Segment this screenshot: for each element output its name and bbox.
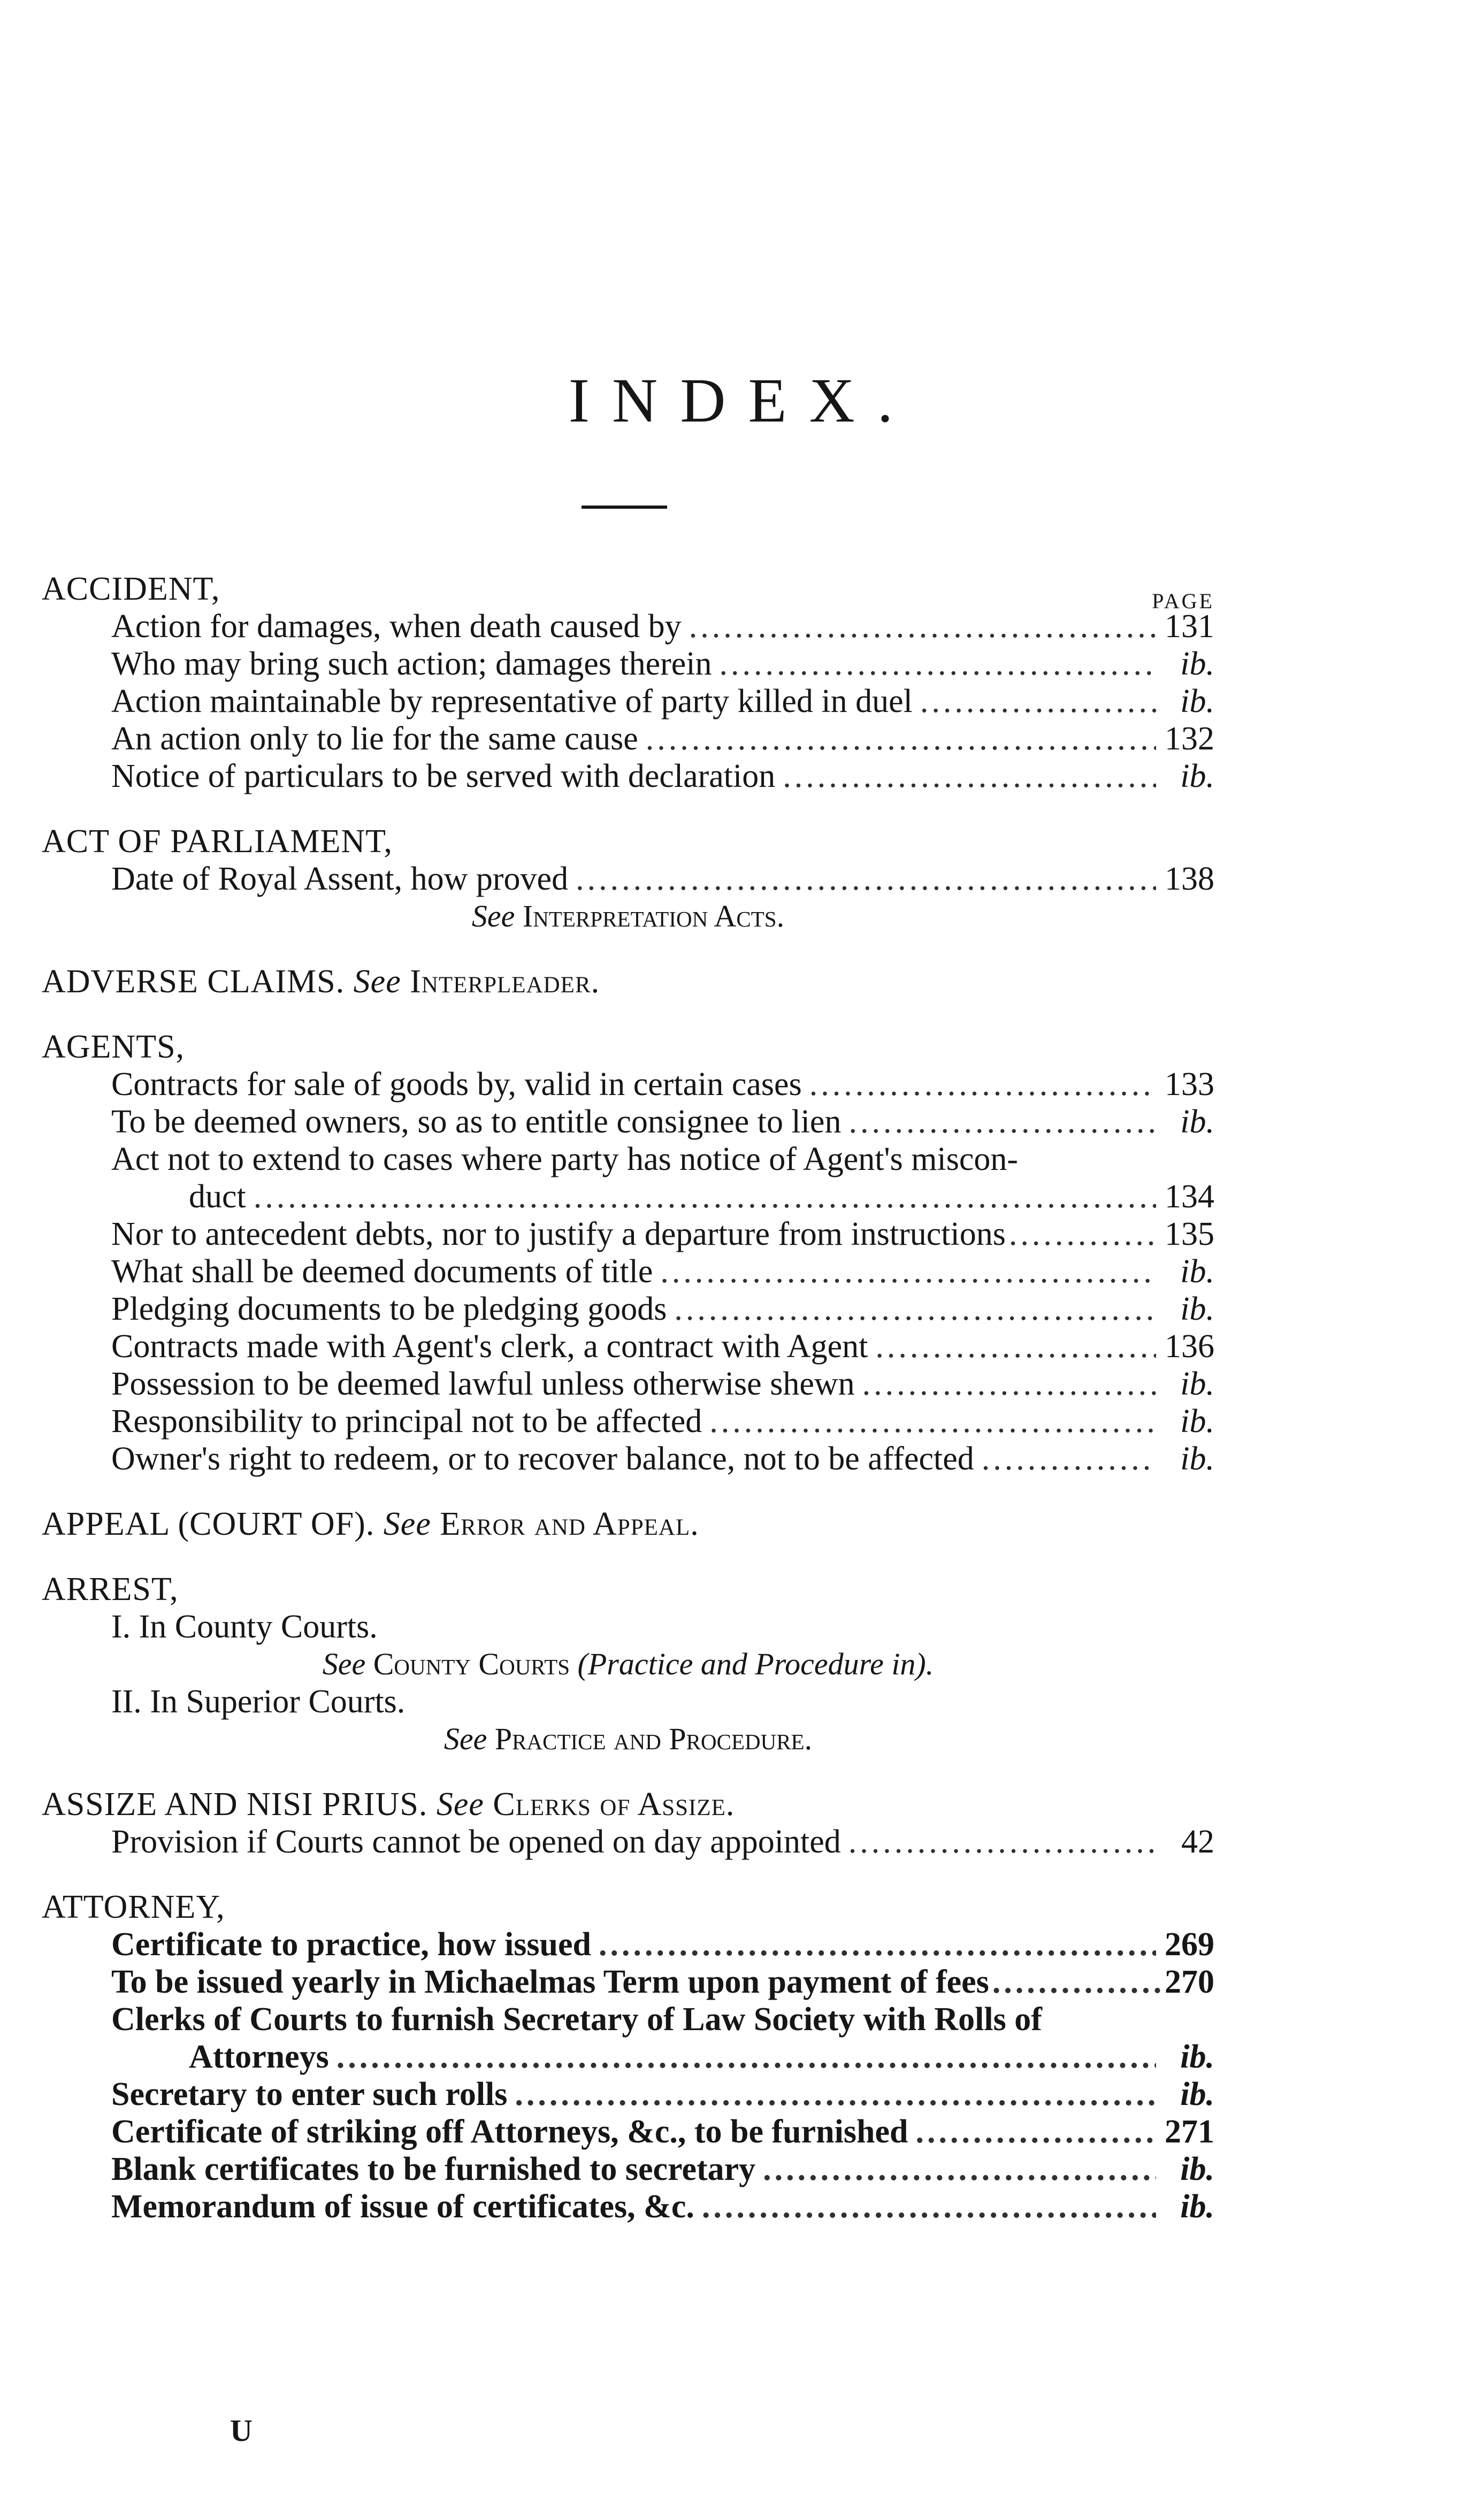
- section-heading: AGENTS,: [42, 1029, 185, 1065]
- index-entry: [42, 1926, 1214, 1963]
- entry-page: ib.: [1180, 1104, 1214, 1140]
- entry-text: Contracts for sale of goods by, valid in certain cases: [111, 1066, 802, 1103]
- entry-page: ib.: [1180, 646, 1214, 682]
- see-qualifier: (Practice and Procedure in).: [577, 1647, 934, 1681]
- dot-leader: [848, 1823, 1156, 1861]
- entry-page: 271: [1165, 2114, 1214, 2150]
- entry-text: Notice of particulars to be served with declaration: [111, 758, 776, 794]
- entry-text: To be issued yearly in Michaelmas Term upon payment of fees: [111, 1964, 989, 2000]
- see-word: See: [436, 1786, 484, 1823]
- section-heading-line: [42, 963, 1214, 1000]
- index-entry: [42, 2188, 1214, 2225]
- index-entry: [42, 1178, 1214, 1215]
- index-entry: [42, 608, 1214, 645]
- dot-leader: [702, 2188, 1156, 2225]
- entry-page: 270: [1165, 1964, 1214, 2000]
- entry-text: To be deemed owners, so as to entitle consignee to lien: [111, 1104, 842, 1140]
- index-entry: [42, 1290, 1214, 1328]
- index-entry: [42, 1328, 1214, 1365]
- index-entry: [42, 1963, 1214, 2001]
- subheading: I. In County Courts.: [111, 1609, 378, 1645]
- signature-mark: U: [230, 2413, 253, 2448]
- index-entry: [42, 2076, 1214, 2113]
- dot-leader: [336, 2038, 1156, 2076]
- see-word: See: [322, 1647, 366, 1681]
- entry-text: Contracts made with Agent's clerk, a contract with Agent: [111, 1328, 868, 1365]
- see-reference: Interpretation Acts.: [522, 899, 785, 933]
- index-entry: [42, 1823, 1214, 1861]
- entry-text: Blank certificates to be furnished to secretary: [111, 2151, 756, 2187]
- dot-leader: [848, 1103, 1156, 1140]
- index-entry: [42, 2038, 1214, 2076]
- title-rule: [582, 506, 667, 509]
- entry-page: ib.: [1180, 758, 1214, 794]
- entry-text: Secretary to enter such rolls: [111, 2076, 508, 2112]
- see-word: See: [383, 1506, 431, 1542]
- entry-text: Action maintainable by representative of party killed in duel: [111, 683, 913, 719]
- entry-page: ib.: [1180, 1441, 1214, 1477]
- entry-text-line: Clerks of Courts to furnish Secretary of Law Society with Rolls of: [111, 2001, 1042, 2038]
- section-appeal: [42, 1505, 1214, 1543]
- index-entry: [42, 1215, 1214, 1253]
- entry-text: An action only to lie for the same cause: [111, 721, 638, 757]
- index-entry: [42, 645, 1214, 683]
- dot-leader: [809, 1066, 1156, 1103]
- entry-text: Pledging documents to be pledging goods: [111, 1291, 667, 1327]
- dot-leader: [920, 683, 1156, 720]
- cross-reference: [42, 1645, 1214, 1683]
- dot-leader: [599, 1926, 1156, 1963]
- entry-text: Memorandum of issue of certificates, &c.: [111, 2188, 694, 2225]
- section-attorney: [42, 1888, 1214, 2225]
- dot-leader: [982, 1440, 1156, 1478]
- section-heading: ACCIDENT,: [42, 571, 220, 607]
- dot-leader: [660, 1253, 1156, 1290]
- dot-leader: [576, 860, 1156, 898]
- entry-page: 135: [1165, 1216, 1214, 1252]
- index-entry: [42, 2113, 1214, 2150]
- dot-leader: [862, 1365, 1156, 1403]
- section-heading: APPEAL (COURT OF).: [42, 1506, 375, 1542]
- section-heading: ADVERSE CLAIMS.: [42, 963, 345, 1000]
- index-entry: [42, 1103, 1214, 1140]
- index-entry: [42, 1253, 1214, 1290]
- section-heading: ASSIZE AND NISI PRIUS.: [42, 1786, 428, 1823]
- see-reference: Error and Appeal.: [440, 1506, 699, 1542]
- section-accident: [42, 570, 1214, 795]
- cross-reference: [42, 1720, 1214, 1758]
- entry-text: Owner's right to redeem, or to recover balance, not to be affected: [111, 1441, 974, 1477]
- dot-leader: [720, 645, 1156, 683]
- entry-text: Nor to antecedent debts, nor to justify a departure from instructions: [111, 1216, 1006, 1252]
- dot-leader: [992, 1963, 1160, 2001]
- entry-text: Certificate to practice, how issued: [111, 1926, 592, 1963]
- entry-page: ib.: [1180, 2151, 1214, 2187]
- see-word: See: [471, 899, 515, 933]
- entry-page: ib.: [1180, 683, 1214, 719]
- entry-page: ib.: [1180, 2076, 1214, 2112]
- dot-leader: [783, 757, 1156, 795]
- index-entry: [42, 860, 1214, 898]
- index-entry: [42, 1403, 1214, 1440]
- entry-page: ib.: [1180, 1253, 1214, 1290]
- entry-text: Attorneys: [189, 2039, 329, 2075]
- index-entry: [42, 683, 1214, 720]
- entry-page: 138: [1165, 861, 1214, 897]
- index-content: [42, 570, 1214, 2253]
- entry-text: What shall be deemed documents of title: [111, 1253, 653, 1290]
- page-column-header: PAGE: [1152, 589, 1214, 613]
- section-act-of-parliament: [42, 823, 1214, 935]
- page-title: INDEX.: [568, 365, 916, 435]
- index-entry: [42, 757, 1214, 795]
- cross-reference: [42, 898, 1214, 935]
- index-entry: [42, 1365, 1214, 1403]
- entry-text: Who may bring such action; damages therein: [111, 646, 712, 682]
- index-entry: [42, 720, 1214, 757]
- entry-text: Date of Royal Assent, how proved: [111, 861, 569, 897]
- entry-text: duct: [189, 1178, 246, 1215]
- entry-text: Possession to be deemed lawful unless otherwise shewn: [111, 1366, 855, 1402]
- section-assize: [42, 1786, 1214, 1861]
- entry-page: 136: [1165, 1328, 1214, 1365]
- entry-page: 133: [1165, 1066, 1214, 1103]
- entry-page: ib.: [1180, 2188, 1214, 2225]
- entry-page: 42: [1181, 1824, 1214, 1860]
- section-heading: ARREST,: [42, 1571, 179, 1608]
- section-adverse-claims: [42, 963, 1214, 1000]
- section-heading-line: [42, 1505, 1214, 1543]
- see-reference: Interpleader.: [410, 963, 600, 1000]
- dot-leader: [875, 1328, 1156, 1365]
- section-heading: ACT OF PARLIAMENT,: [42, 823, 393, 860]
- see-reference: Practice and Procedure.: [494, 1721, 813, 1756]
- entry-text: Provision if Courts cannot be opened on day appointed: [111, 1824, 841, 1860]
- section-arrest: [42, 1571, 1214, 1758]
- entry-text: Responsibility to principal not to be affected: [111, 1403, 702, 1440]
- see-reference: County Courts: [373, 1647, 570, 1681]
- entry-page: ib.: [1180, 1366, 1214, 1402]
- see-reference: Clerks of Assize.: [493, 1786, 735, 1823]
- index-entry: [42, 1440, 1214, 1478]
- subheading: II. In Superior Courts.: [111, 1683, 406, 1720]
- dot-leader: [674, 1290, 1156, 1328]
- entry-page: 269: [1165, 1926, 1214, 1963]
- entry-page: 132: [1165, 721, 1214, 757]
- entry-page: ib.: [1180, 1403, 1214, 1440]
- dot-leader: [689, 608, 1156, 645]
- entry-text-line: Act not to extend to cases where party has notice of Agent's miscon-: [111, 1141, 1019, 1177]
- section-agents: [42, 1028, 1214, 1478]
- index-entry: [42, 1066, 1214, 1103]
- dot-leader: [515, 2076, 1156, 2113]
- entry-text: Action for damages, when death caused by: [111, 608, 682, 645]
- dot-leader: [763, 2150, 1156, 2188]
- section-heading-line: [42, 1786, 1214, 1823]
- dot-leader: [709, 1403, 1156, 1440]
- entry-page: 131: [1165, 608, 1214, 645]
- dot-leader: [254, 1178, 1156, 1215]
- entry-page: ib.: [1180, 1291, 1214, 1327]
- see-word: See: [353, 963, 401, 1000]
- dot-leader: [915, 2113, 1156, 2150]
- dot-leader: [1009, 1215, 1160, 1253]
- entry-page: 134: [1165, 1178, 1214, 1215]
- index-entry: [42, 2150, 1214, 2188]
- see-word: See: [443, 1721, 487, 1756]
- entry-text: Certificate of striking off Attorneys, &c., to be furnished: [111, 2114, 908, 2150]
- section-heading: ATTORNEY,: [42, 1889, 225, 1925]
- entry-page: ib.: [1180, 2039, 1214, 2075]
- dot-leader: [646, 720, 1156, 757]
